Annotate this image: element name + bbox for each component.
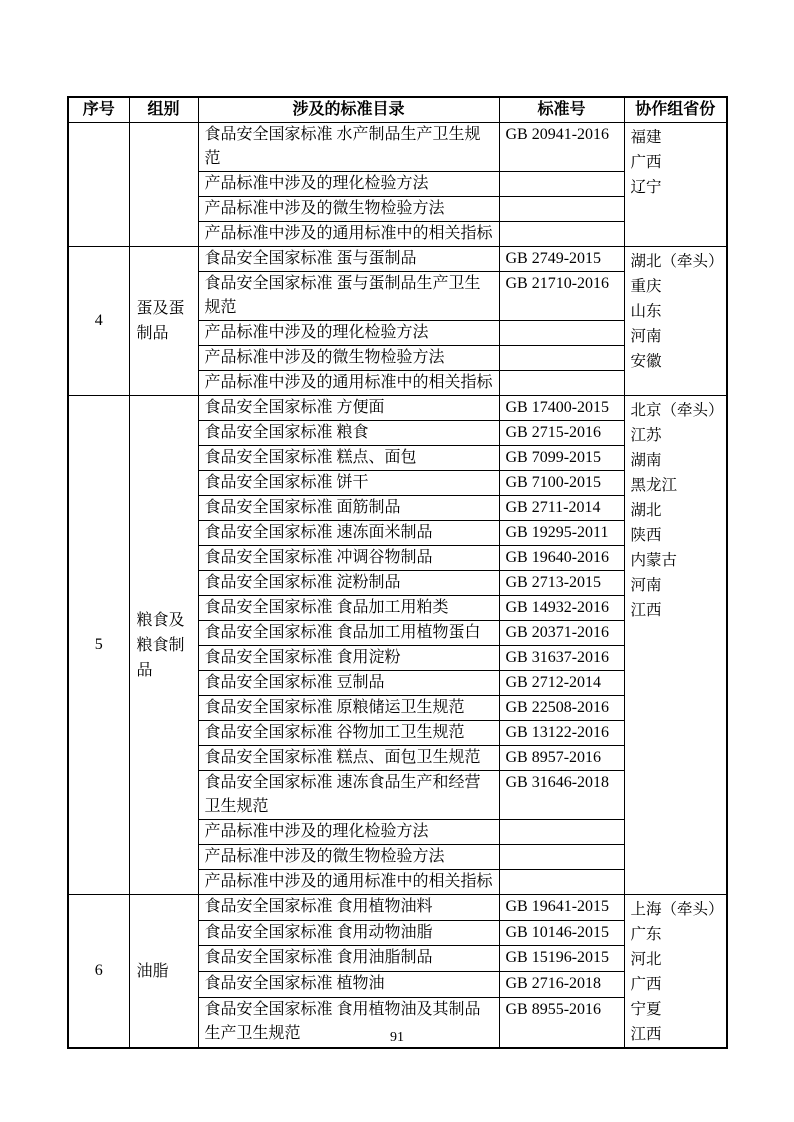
code-cell: GB 19641-2015	[499, 895, 624, 921]
code-cell: GB 21710-2016	[499, 272, 624, 321]
catalog-cell: 产品标准中涉及的理化检验方法	[198, 172, 499, 197]
code-cell	[499, 346, 624, 371]
code-cell: GB 20941-2016	[499, 123, 624, 172]
catalog-cell: 食品安全国家标准 糕点、面包	[198, 446, 499, 471]
province-line: 河北	[630, 951, 662, 968]
code-cell: GB 15196-2015	[499, 946, 624, 972]
code-cell: GB 2749-2015	[499, 247, 624, 272]
code-cell: GB 10146-2015	[499, 920, 624, 946]
province-line: 辽宁	[630, 179, 662, 196]
catalog-cell: 食品安全国家标准 速冻食品生产和经营卫生规范	[198, 771, 499, 820]
province-line: 黑龙江	[630, 477, 678, 494]
code-cell	[499, 172, 624, 197]
table-body	[68, 123, 727, 1049]
code-cell: GB 17400-2015	[499, 396, 624, 421]
row-number-cell	[68, 123, 129, 247]
catalog-cell: 食品安全国家标准 谷物加工卫生规范	[198, 721, 499, 746]
code-cell	[499, 371, 624, 396]
catalog-cell: 食品安全国家标准 粮食	[198, 421, 499, 446]
catalog-cell: 食品安全国家标准 淀粉制品	[198, 571, 499, 596]
header-cell: 涉及的标准目录	[198, 97, 499, 123]
code-cell: GB 31637-2016	[499, 646, 624, 671]
province-line: 北京（牵头）	[630, 402, 724, 419]
catalog-cell: 产品标准中涉及的通用标准中的相关指标	[198, 371, 499, 396]
catalog-cell: 食品安全国家标准 豆制品	[198, 671, 499, 696]
catalog-cell: 食品安全国家标准 饼干	[198, 471, 499, 496]
province-line: 宁夏	[630, 1001, 662, 1018]
header-cell: 标准号	[499, 97, 624, 123]
group-cell	[129, 123, 198, 247]
row-number-cell: 4	[68, 247, 129, 396]
catalog-cell: 食品安全国家标准 食用植物油料	[198, 895, 499, 921]
code-cell: GB 31646-2018	[499, 771, 624, 820]
row-number-cell: 5	[68, 396, 129, 895]
province-line: 江西	[630, 1026, 662, 1043]
catalog-cell: 食品安全国家标准 速冻面米制品	[198, 521, 499, 546]
province-line: 内蒙古	[630, 552, 678, 569]
code-cell: GB 14932-2016	[499, 596, 624, 621]
catalog-cell: 产品标准中涉及的微生物检验方法	[198, 845, 499, 870]
group-cell: 油脂	[129, 895, 198, 1049]
code-cell	[499, 820, 624, 845]
provinces-cell	[624, 895, 727, 1049]
code-cell: GB 8957-2016	[499, 746, 624, 771]
catalog-cell: 产品标准中涉及的通用标准中的相关指标	[198, 222, 499, 247]
catalog-cell: 食品安全国家标准 冲调谷物制品	[198, 546, 499, 571]
catalog-cell: 食品安全国家标准 糕点、面包卫生规范	[198, 746, 499, 771]
catalog-cell: 食品安全国家标准 食用油脂制品	[198, 946, 499, 972]
provinces-cell	[624, 396, 727, 895]
catalog-cell: 食品安全国家标准 食品加工用粕类	[198, 596, 499, 621]
catalog-cell: 食品安全国家标准 食用动物油脂	[198, 920, 499, 946]
catalog-cell: 食品安全国家标准 植物油	[198, 971, 499, 997]
province-line: 山东	[630, 303, 662, 320]
code-cell	[499, 197, 624, 222]
header-cell: 组别	[129, 97, 198, 123]
code-cell	[499, 321, 624, 346]
province-line: 福建	[630, 129, 662, 146]
code-cell: GB 2711-2014	[499, 496, 624, 521]
code-cell: GB 13122-2016	[499, 721, 624, 746]
province-line: 陕西	[630, 527, 662, 544]
catalog-cell: 食品安全国家标准 食用淀粉	[198, 646, 499, 671]
catalog-cell: 产品标准中涉及的微生物检验方法	[198, 346, 499, 371]
catalog-cell: 产品标准中涉及的理化检验方法	[198, 321, 499, 346]
province-line: 河南	[630, 577, 662, 594]
catalog-cell: 食品安全国家标准 蛋与蛋制品	[198, 247, 499, 272]
code-cell: GB 8955-2016	[499, 997, 624, 1048]
code-cell: GB 22508-2016	[499, 696, 624, 721]
table-row	[68, 247, 727, 272]
province-line: 上海（牵头）	[630, 901, 724, 918]
table-row	[68, 895, 727, 921]
catalog-cell: 食品安全国家标准 面筋制品	[198, 496, 499, 521]
code-cell: GB 7099-2015	[499, 446, 624, 471]
province-line: 湖南	[630, 452, 662, 469]
header-cell: 协作组省份	[624, 97, 727, 123]
province-line: 广东	[630, 926, 662, 943]
group-cell: 粮食及粮食制品	[129, 396, 198, 895]
header-cell: 序号	[68, 97, 129, 123]
catalog-cell: 产品标准中涉及的微生物检验方法	[198, 197, 499, 222]
provinces-cell	[624, 247, 727, 396]
code-cell	[499, 845, 624, 870]
code-cell: GB 7100-2015	[499, 471, 624, 496]
catalog-cell: 食品安全国家标准 水产制品生产卫生规范	[198, 123, 499, 172]
catalog-cell: 产品标准中涉及的理化检验方法	[198, 820, 499, 845]
catalog-cell: 食品安全国家标准 食用植物油及其制品生产卫生规范	[198, 997, 499, 1048]
province-line: 广西	[630, 976, 662, 993]
catalog-cell: 产品标准中涉及的通用标准中的相关指标	[198, 870, 499, 895]
province-line: 河南	[630, 328, 662, 345]
standards-table	[67, 96, 728, 1049]
table-row	[68, 123, 727, 172]
province-line: 重庆	[630, 278, 662, 295]
catalog-cell: 食品安全国家标准 食品加工用植物蛋白	[198, 621, 499, 646]
code-cell: GB 2713-2015	[499, 571, 624, 596]
code-cell: GB 2712-2014	[499, 671, 624, 696]
code-cell: GB 20371-2016	[499, 621, 624, 646]
code-cell: GB 2716-2018	[499, 971, 624, 997]
code-cell	[499, 870, 624, 895]
province-line: 安徽	[630, 353, 662, 370]
provinces-cell	[624, 123, 727, 247]
province-line: 广西	[630, 154, 662, 171]
catalog-cell: 食品安全国家标准 方便面	[198, 396, 499, 421]
province-line: 江苏	[630, 427, 662, 444]
group-cell: 蛋及蛋制品	[129, 247, 198, 396]
catalog-cell: 食品安全国家标准 原粮储运卫生规范	[198, 696, 499, 721]
province-line: 江西	[630, 602, 662, 619]
code-cell	[499, 222, 624, 247]
province-line: 湖北（牵头）	[630, 253, 724, 270]
row-number-cell: 6	[68, 895, 129, 1049]
code-cell: GB 19640-2016	[499, 546, 624, 571]
code-cell: GB 2715-2016	[499, 421, 624, 446]
table-row	[68, 396, 727, 421]
code-cell: GB 19295-2011	[499, 521, 624, 546]
page-number: 91	[390, 1030, 404, 1045]
catalog-cell: 食品安全国家标准 蛋与蛋制品生产卫生规范	[198, 272, 499, 321]
header-row	[68, 97, 727, 123]
province-line: 湖北	[630, 502, 662, 519]
